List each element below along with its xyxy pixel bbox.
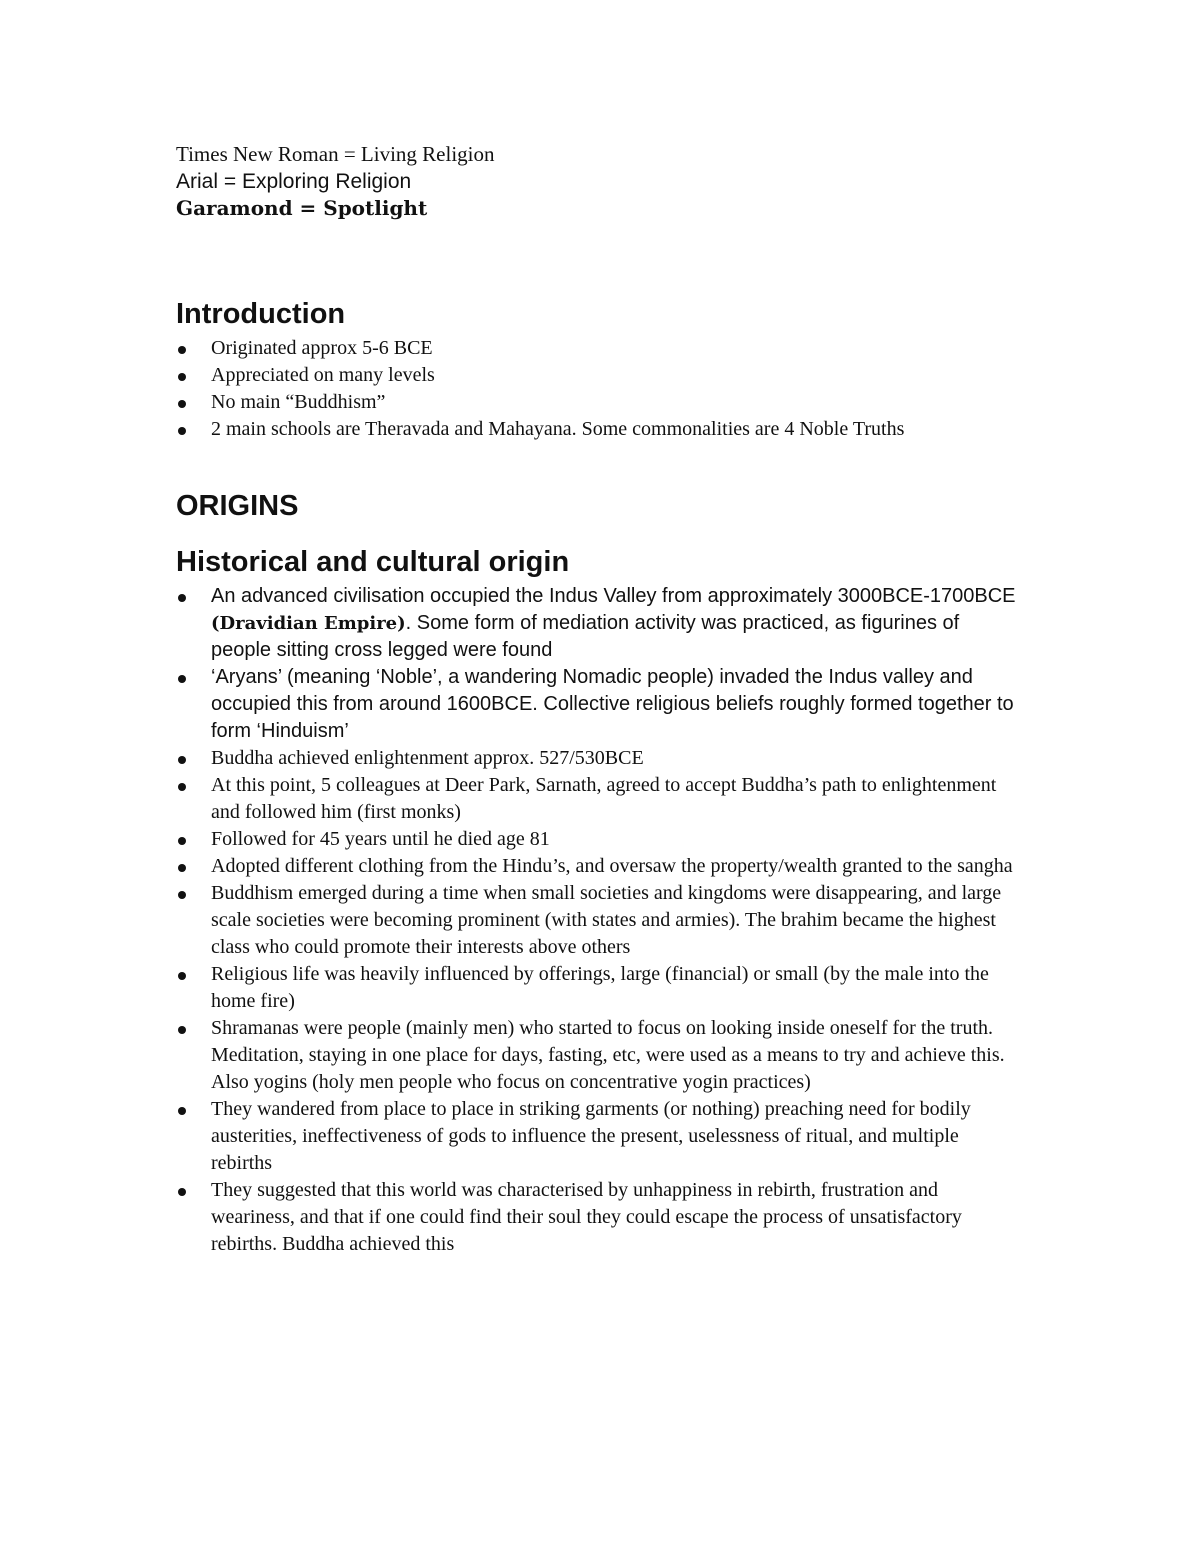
historical-origin-list xyxy=(176,583,1016,1258)
legend-arial: Arial = Exploring Religion xyxy=(176,170,412,193)
list-item: Appreciated on many levels xyxy=(176,362,1016,389)
introduction-list xyxy=(176,335,1016,443)
list-item: Buddha achieved enlightenment approx. 527/530BCE xyxy=(176,745,1016,772)
legend-times: Times New Roman = Living Religion xyxy=(176,142,495,166)
list-item: Originated approx 5-6 BCE xyxy=(176,335,1016,362)
list-item: No main “Buddhism” xyxy=(176,389,1016,416)
list-item: At this point, 5 colleagues at Deer Park, Sarnath, agreed to accept Buddha’s path to enlightenment and followed him (first monks) xyxy=(176,772,1016,826)
list-item: Adopted different clothing from the Hindu’s, and oversaw the property/wealth granted to the sangha xyxy=(176,853,1016,880)
list-item: They suggested that this world was characterised by unhappiness in rebirth, frustration and weariness, and that if one could find their soul they could escape the process of unsatisfactory rebirths. Buddha achieved this xyxy=(176,1177,1016,1258)
list-item-indus-valley xyxy=(176,583,1016,664)
indus-valley-text-start: An advanced civilisation occupied the Indus Valley from approximately 3000BCE-1700BCE xyxy=(211,585,1016,607)
indus-valley-text-end: . Some form of mediation activity was practiced, as figurines of people sitting cross legged were found xyxy=(211,612,960,661)
list-item: Shramanas were people (mainly men) who started to focus on looking inside oneself for the truth. Meditation, staying in one place for days, fasting, etc, were used as a means to try and achieve this. Also yogins (holy men people who focus on concentrative yogin practices) xyxy=(176,1015,1016,1096)
list-item-aryans: ‘Aryans’ (meaning ‘Noble’, a wandering Nomadic people) invaded the Indus valley and occupied this from around 1600BCE. Collective religious beliefs roughly formed together to form ‘Hinduism’ xyxy=(176,664,1016,745)
dravidian-empire-label: (Dravidian Empire) xyxy=(211,613,406,634)
list-item: They wandered from place to place in striking garments (or nothing) preaching need for bodily austerities, ineffectiveness of gods to influence the present, uselessness of ritual, and multiple rebirths xyxy=(176,1096,1016,1177)
historical-origin-heading: Historical and cultural origin xyxy=(176,546,570,578)
list-item: Buddhism emerged during a time when small societies and kingdoms were disappearing, and large scale societies were becoming prominent (with states and armies). The brahim became the highest class who could promote their interests above others xyxy=(176,880,1016,961)
list-item: Followed for 45 years until he died age 81 xyxy=(176,826,1016,853)
list-item: Religious life was heavily influenced by offerings, large (financial) or small (by the male into the home fire) xyxy=(176,961,1016,1015)
legend-garamond: Garamond = Spotlight xyxy=(176,196,428,220)
font-legend xyxy=(176,141,1016,222)
list-item: 2 main schools are Theravada and Mahayana. Some commonalities are 4 Noble Truths xyxy=(176,416,1016,443)
document-page xyxy=(176,141,1016,1258)
introduction-heading: Introduction xyxy=(176,298,346,330)
origins-heading: ORIGINS xyxy=(176,490,299,522)
